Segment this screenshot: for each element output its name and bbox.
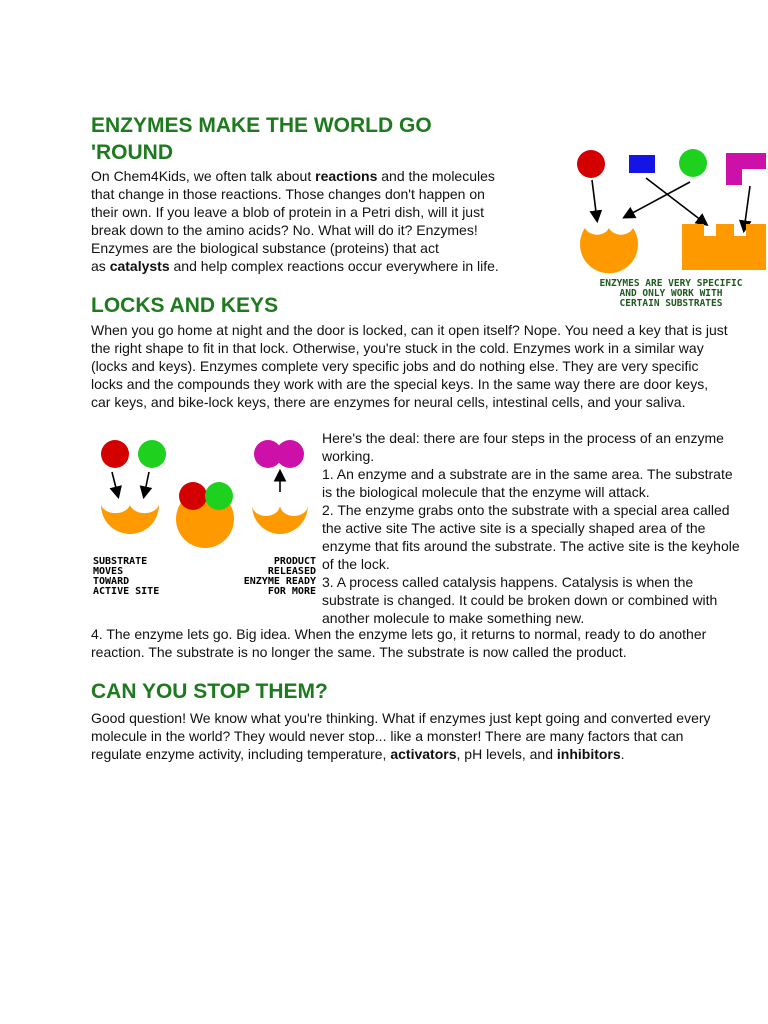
caption-substrate-3: TOWARD — [93, 576, 130, 587]
text-line: When you go home at night and the door is locked, can it open itself? Nope. You need a key that is just — [91, 322, 728, 338]
text-line — [91, 727, 768, 745]
text-run: On Chem4Kids, we often talk about — [91, 168, 316, 184]
text-run: break down to the amino acids? No. What will do it? Enzymes! — [91, 222, 478, 238]
caption-substrate-1: SUBSTRATE — [93, 556, 148, 567]
blue-substrate-icon — [629, 155, 655, 173]
caption-substrate-2: MOVES — [93, 566, 124, 577]
caption-product-1: PRODUCT — [273, 556, 316, 567]
text-run: Enzymes are the biological substance (proteins) that act — [91, 240, 439, 256]
text-line: locks and the compounds they work with are the special keys. In the same way there are door keys, — [91, 376, 709, 392]
text-line: (locks and keys). Enzymes complete very specific jobs and do nothing else. They are very specific — [91, 358, 699, 374]
enzyme-steps-figure — [88, 430, 320, 600]
steps-text — [322, 429, 768, 627]
text-run: and help complex reactions occur everywhere in life. — [169, 258, 499, 274]
text-run: and the molecules — [377, 168, 495, 184]
text-run: , pH levels, and — [456, 746, 557, 762]
text-run: molecule in the world? They would never stop... like a monster! There are many factors that can — [91, 728, 684, 744]
magenta-substrate-icon — [726, 153, 766, 185]
figure1-caption-1: ENZYMES ARE VERY SPECIFIC — [599, 278, 743, 289]
red-bound-substrate-icon — [179, 482, 207, 510]
text-line: car keys, and bike-lock keys, there are enzymes for neural cells, intestinal cells, and your saliva. — [91, 394, 686, 410]
step4-text — [91, 625, 768, 661]
green-bound-substrate-icon — [205, 482, 233, 510]
text-line: is the biological molecule that the enzyme will attack. — [322, 484, 650, 500]
green-substrate-icon — [679, 149, 707, 177]
enzyme-blocky-icon — [682, 224, 766, 270]
text-line: substrate is changed. It could be broken down or combined with — [322, 592, 718, 608]
bold-term: inhibitors — [556, 746, 621, 762]
figure1-caption-2: AND ONLY WORK WITH — [619, 288, 723, 299]
text-line — [91, 257, 499, 275]
text-run: . — [620, 746, 625, 762]
enzyme-specificity-figure — [568, 140, 768, 312]
bold-term: activators — [390, 746, 457, 762]
text-line — [91, 185, 499, 203]
title-line-1: ENZYMES MAKE THE WORLD GO — [91, 114, 432, 137]
title-line-2: 'ROUND — [91, 141, 173, 164]
text-line: 1. An enzyme and a substrate are in the same area. The substrate — [322, 466, 733, 482]
text-run: as — [91, 258, 110, 274]
text-line: 3. A process called catalysis happens. Catalysis is when the — [322, 574, 694, 590]
enzyme-round-icon — [580, 228, 638, 273]
bold-term: catalysts — [109, 258, 170, 274]
text-line — [91, 745, 768, 763]
text-run: Good question! We know what you're thinking. What if enzymes just kept going and converted every — [91, 710, 711, 726]
text-line: the right shape to fit in that lock. Otherwise, you're stuck in the cold. Enzymes work in a similar way — [91, 340, 704, 356]
text-line: 4. The enzyme lets go. Big idea. When the enzyme lets go, it returns to normal, ready to do another — [91, 626, 707, 642]
text-line: another molecule to make something new. — [322, 610, 585, 626]
red-substrate-icon — [577, 150, 605, 178]
text-line — [91, 221, 499, 239]
caption-product-4: FOR MORE — [267, 586, 316, 597]
paragraph-locks — [91, 321, 768, 411]
paragraph-intro — [91, 167, 499, 275]
caption-substrate-4: ACTIVE SITE — [93, 586, 160, 597]
text-run: that change in those reactions. Those changes don't happen on — [91, 186, 485, 202]
section-title-stop: CAN YOU STOP THEM? — [91, 680, 328, 703]
text-run: their own. If you leave a blob of protein in a Petri dish, will it just — [91, 204, 484, 220]
text-line — [91, 167, 499, 185]
text-line: of the lock. — [322, 556, 390, 572]
caption-product-2: RELEASED — [267, 566, 316, 577]
enzyme-step1-icon — [101, 505, 159, 534]
text-run: regulate enzyme activity, including temperature, — [91, 746, 391, 762]
text-line: 2. The enzyme grabs onto the substrate with a special area called — [322, 502, 730, 518]
text-line: working. — [322, 448, 375, 464]
text-line — [91, 709, 768, 727]
enzyme-step3-icon — [252, 505, 308, 534]
red-substrate-icon — [101, 440, 129, 468]
figure1-caption-3: CERTAIN SUBSTRATES — [619, 298, 723, 309]
bold-term: reactions — [315, 168, 378, 184]
section-title-locks: LOCKS AND KEYS — [91, 294, 279, 317]
text-line — [91, 239, 499, 257]
green-substrate-icon — [138, 440, 166, 468]
text-line — [91, 203, 499, 221]
paragraph-stop — [91, 709, 768, 763]
section-title-enzymes — [91, 112, 432, 166]
text-line: reaction. The substrate is no longer the same. The substrate is now called the product. — [91, 644, 627, 660]
caption-product-3: ENZYME READY — [243, 576, 316, 587]
product-icon-right — [276, 440, 304, 468]
text-line: enzyme that fits around the substrate. The active site is the keyhole — [322, 538, 740, 554]
text-line: the active site The active site is a specially shaped area of the — [322, 520, 706, 536]
text-line: Here's the deal: there are four steps in the process of an enzyme — [322, 430, 724, 446]
